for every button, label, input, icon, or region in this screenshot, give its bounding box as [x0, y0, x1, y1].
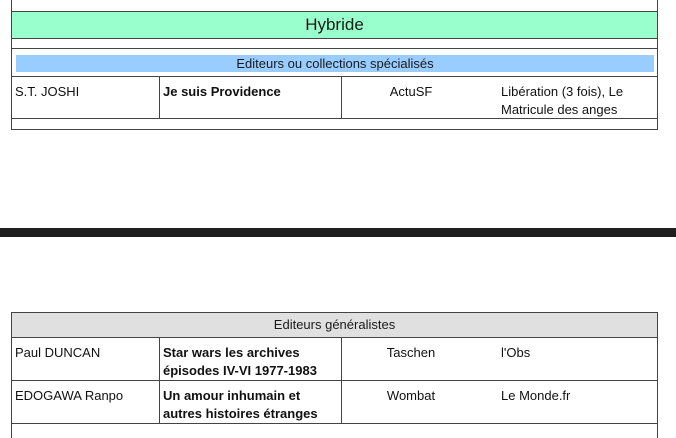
press-cell: l'Obs [501, 345, 531, 360]
section-header-general: Editeurs généralistes [12, 313, 657, 337]
category-header-hybride: Hybride [12, 12, 657, 38]
page-divider [0, 228, 676, 237]
publisher-cell: Wombat [386, 388, 436, 403]
table-border [11, 423, 658, 424]
table-border [11, 38, 658, 39]
publisher-cell: Taschen [386, 345, 436, 360]
table-row [11, 338, 658, 380]
table-border [11, 48, 658, 49]
press-cell: Libération (3 fois), Le Matricule des anges [501, 84, 624, 117]
section-header-specialized: Editeurs ou collections spécialisés [16, 55, 654, 72]
author-cell: EDOGAWA Ranpo [15, 388, 124, 403]
author-cell: S.T. JOSHI [15, 84, 80, 99]
title-cell: Un amour inhumain et autres histoires étranges [163, 388, 318, 421]
table-row [11, 77, 658, 118]
table-row [11, 381, 658, 423]
table-border [11, 129, 658, 130]
publisher-cell: ActuSF [389, 84, 433, 99]
title-cell: Star wars les archives épisodes IV-VI 1977-1983 [163, 345, 317, 378]
author-cell: Paul DUNCAN [15, 345, 101, 360]
title-cell: Je suis Providence [163, 84, 281, 99]
press-cell: Le Monde.fr [501, 388, 571, 403]
table-border [11, 118, 658, 119]
